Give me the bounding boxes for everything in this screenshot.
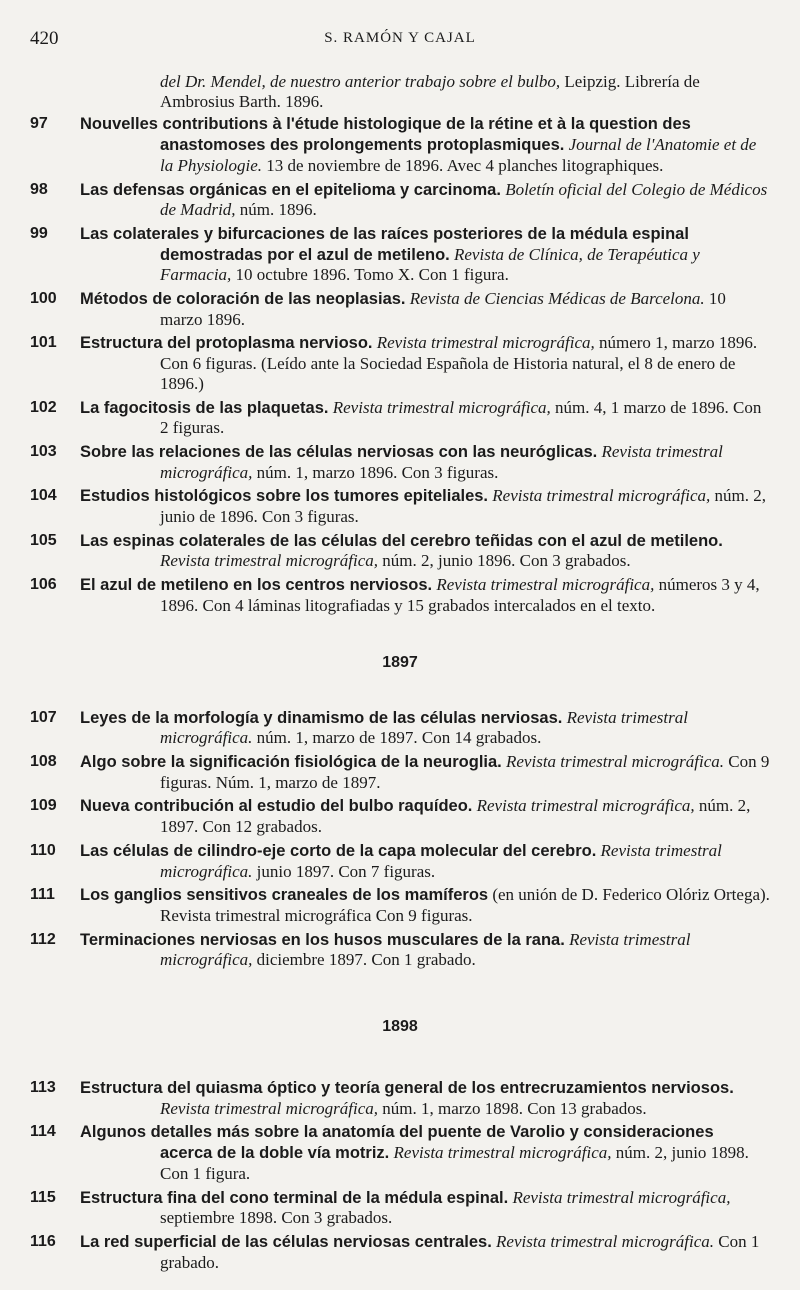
bibliography-entry — [30, 486, 770, 526]
entry-journal: Revista trimestral micrográfica, — [512, 1187, 731, 1207]
entry-journal: Revista trimestral micrográfica, — [376, 333, 595, 353]
entry-journal: Revista trimestral micrográfica, — [160, 441, 723, 482]
bibliography-entry — [30, 708, 770, 748]
entry-details: 13 de noviembre de 1896. Avec 4 planches litographiques. — [261, 155, 664, 175]
entry-journal: Boletín oficial del Colegio de Médicos de Madrid, — [160, 179, 768, 220]
year-heading: 1897 — [382, 653, 418, 671]
entry-title: Nueva contribución al estudio del bulbo raquídeo. — [80, 797, 473, 816]
entry-journal: Revista de Clínica, de Terapéutica y Farmacia, — [160, 244, 700, 285]
entry-details: (en unión de D. Federico Olóriz Ortega). Revista trimestral micrográfica Con 9 figuras. — [160, 885, 770, 925]
entry-number: 110 — [30, 841, 56, 859]
entry-title: Estructura fina del cono terminal de la médula espinal. — [80, 1188, 509, 1207]
entry-title: La fagocitosis de las plaquetas. — [80, 398, 329, 417]
page-header — [0, 28, 800, 52]
entry-number: 101 — [30, 334, 57, 352]
entry-title: Nouvelles contributions à l'étude histologique de la rétine et à la question des anastomoses des prolongements protoplasmiques. — [80, 115, 691, 155]
entry-number: 106 — [30, 576, 57, 594]
entry-journal: Revista trimestral micrográfica, — [160, 1098, 378, 1118]
bibliography-entry — [30, 752, 770, 792]
continuation-text — [30, 72, 770, 111]
entry-details: diciembre 1897. Con 1 grabado. — [252, 950, 476, 970]
entry-title: Terminaciones nerviosas en los husos musculares de la rana. — [80, 930, 565, 949]
bibliography-entry — [30, 1188, 770, 1228]
entry-number: 98 — [30, 180, 48, 198]
entry-details: junio 1897. Con 7 figuras. — [252, 861, 436, 881]
bibliography-entry — [30, 180, 770, 220]
entry-title: El azul de metileno en los centros nerviosos. — [80, 576, 433, 595]
entry-journal: Revista trimestral micrográfica, — [476, 796, 695, 816]
entry-number: 104 — [30, 487, 57, 505]
entry-details: septiembre 1898. Con 3 grabados. — [160, 1208, 393, 1228]
entry-number: 105 — [30, 531, 57, 549]
entry-title: Estructura del quiasma óptico y teoría general de los entrecruzamientos nerviosos. — [80, 1079, 734, 1098]
entry-number: 100 — [30, 290, 57, 308]
entry-number: 109 — [30, 797, 57, 815]
entry-details: números 3 y 4, 1896. Con 4 láminas litografiadas y 15 grabados intercalados en el texto. — [160, 575, 760, 615]
entry-number: 114 — [30, 1123, 56, 1141]
entry-title: Algunos detalles más sobre la anatomía del puente de Varolio y consideraciones acerca de la doble vía motriz. — [80, 1123, 714, 1163]
entry-number: 102 — [30, 398, 57, 416]
entry-journal: Revista trimestral micrográfica. — [496, 1231, 715, 1251]
entry-title: Las defensas orgánicas en el epitelioma y carcinoma. — [80, 180, 501, 199]
continuation-rest: Leipzig. Librería de Ambrosius Barth. 1896. — [160, 72, 700, 111]
entry-journal: Revista de Ciencias Médicas de Barcelona. — [409, 289, 705, 309]
entry-details: 10 octubre 1896. Tomo X. Con 1 figura. — [231, 265, 509, 285]
bibliography-entry — [30, 1122, 770, 1183]
entry-number: 103 — [30, 442, 57, 460]
entry-journal: Revista trimestral micrográfica. — [160, 840, 722, 881]
entry-number: 113 — [30, 1079, 56, 1097]
entry-journal: Revista trimestral micrográfica. — [506, 751, 724, 771]
entry-number: 97 — [30, 115, 48, 133]
entry-journal: Revista trimestral micrográfica. — [160, 707, 688, 748]
entry-number: 111 — [30, 886, 55, 904]
entry-journal: Revista trimestral micrográfica, — [332, 397, 551, 417]
bibliography-entry — [30, 1232, 770, 1272]
bibliography-entry — [30, 289, 770, 329]
entry-title: Algo sobre la significación fisiológica de la neuroglia. — [80, 752, 502, 771]
entry-title: Las colaterales y bifurcaciones de las raíces posteriores de la médula espinal demostradas por el azul de metileno. — [80, 224, 689, 264]
entry-journal: Revista trimestral micrográfica, — [492, 486, 711, 506]
running-head: S. RAMÓN Y CAJAL — [324, 30, 476, 46]
continuation-journal: del Dr. Mendel, de nuestro anterior trabajo sobre el bulbo, — [160, 72, 561, 91]
bibliography-entry — [30, 114, 770, 175]
bibliography-entry — [30, 398, 770, 438]
entry-details: Con 1 grabado. — [160, 1231, 760, 1272]
entry-title: Sobre las relaciones de las células nerviosas con las neuróglicas. — [80, 442, 598, 461]
bibliography-entry — [30, 575, 770, 615]
entry-details: núm. 2, junio de 1896. Con 3 figuras. — [160, 486, 766, 527]
bibliography-entry — [30, 442, 770, 482]
entry-title: La red superficial de las células nerviosas centrales. — [80, 1232, 492, 1251]
entry-number: 116 — [30, 1232, 56, 1250]
entry-number: 112 — [30, 930, 56, 948]
bibliography-entry — [30, 930, 770, 970]
bibliography-entry — [30, 885, 770, 925]
bibliography-entry — [30, 531, 770, 571]
page-number: 420 — [30, 28, 59, 49]
entry-details: núm. 1, marzo 1898. Con 13 grabados. — [378, 1098, 647, 1118]
entry-journal: Revista trimestral micrográfica, — [160, 929, 691, 970]
bibliography-entry — [30, 796, 770, 836]
entry-journal: Revista trimestral micrográfica, — [160, 551, 378, 571]
entry-title: Las células de cilindro-eje corto de la capa molecular del cerebro. — [80, 841, 597, 860]
entry-details: núm. 2, 1897. Con 12 grabados. — [160, 796, 751, 837]
entry-details: núm. 1896. — [235, 200, 317, 220]
entry-number: 99 — [30, 224, 48, 242]
entry-title: Métodos de coloración de las neoplasias. — [80, 290, 406, 309]
bibliography-entry — [30, 1078, 770, 1118]
entry-details: núm. 4, 1 marzo de 1896. Con 2 figuras. — [160, 397, 762, 438]
entry-details: 10 marzo 1896. — [160, 289, 726, 329]
entry-journal: Journal de l'Anatomie et de la Physiologie. — [160, 135, 757, 175]
entry-title: Leyes de la morfología y dinamismo de las células nerviosas. — [80, 708, 563, 727]
entry-details: número 1, marzo 1896. Con 6 figuras. (Leído ante la Sociedad Española de Historia natural, el 8 de enero de 1896.) — [160, 333, 758, 393]
year-heading: 1898 — [382, 1018, 418, 1036]
entry-title: Estudios histológicos sobre los tumores epiteliales. — [80, 487, 489, 506]
entry-details: núm. 2, junio 1896. Con 3 grabados. — [378, 551, 631, 571]
entry-title: Estructura del protoplasma nervioso. — [80, 334, 373, 353]
bibliography-entry — [30, 333, 770, 393]
entry-details: Con 9 figuras. Núm. 1, marzo de 1897. — [160, 751, 770, 792]
entry-number: 108 — [30, 752, 57, 770]
entry-details: núm. 2, junio 1898. Con 1 figura. — [160, 1143, 749, 1183]
bibliography-entry — [30, 841, 770, 881]
entry-journal: Revista trimestral micrográfica, — [393, 1143, 612, 1163]
entry-title: Los ganglios sensitivos craneales de los mamíferos — [80, 886, 489, 905]
bibliography-entry — [30, 224, 770, 285]
entry-details: núm. 1, marzo 1896. Con 3 figuras. — [252, 462, 499, 482]
entry-journal: Revista trimestral micrográfica, — [436, 575, 655, 595]
bibliography-list — [30, 72, 770, 1276]
entry-details: núm. 1, marzo de 1897. Con 14 grabados. — [252, 728, 542, 748]
entry-number: 115 — [30, 1188, 56, 1206]
entry-title: Las espinas colaterales de las células del cerebro teñidas con el azul de metileno. — [80, 531, 723, 550]
entry-number: 107 — [30, 708, 57, 726]
